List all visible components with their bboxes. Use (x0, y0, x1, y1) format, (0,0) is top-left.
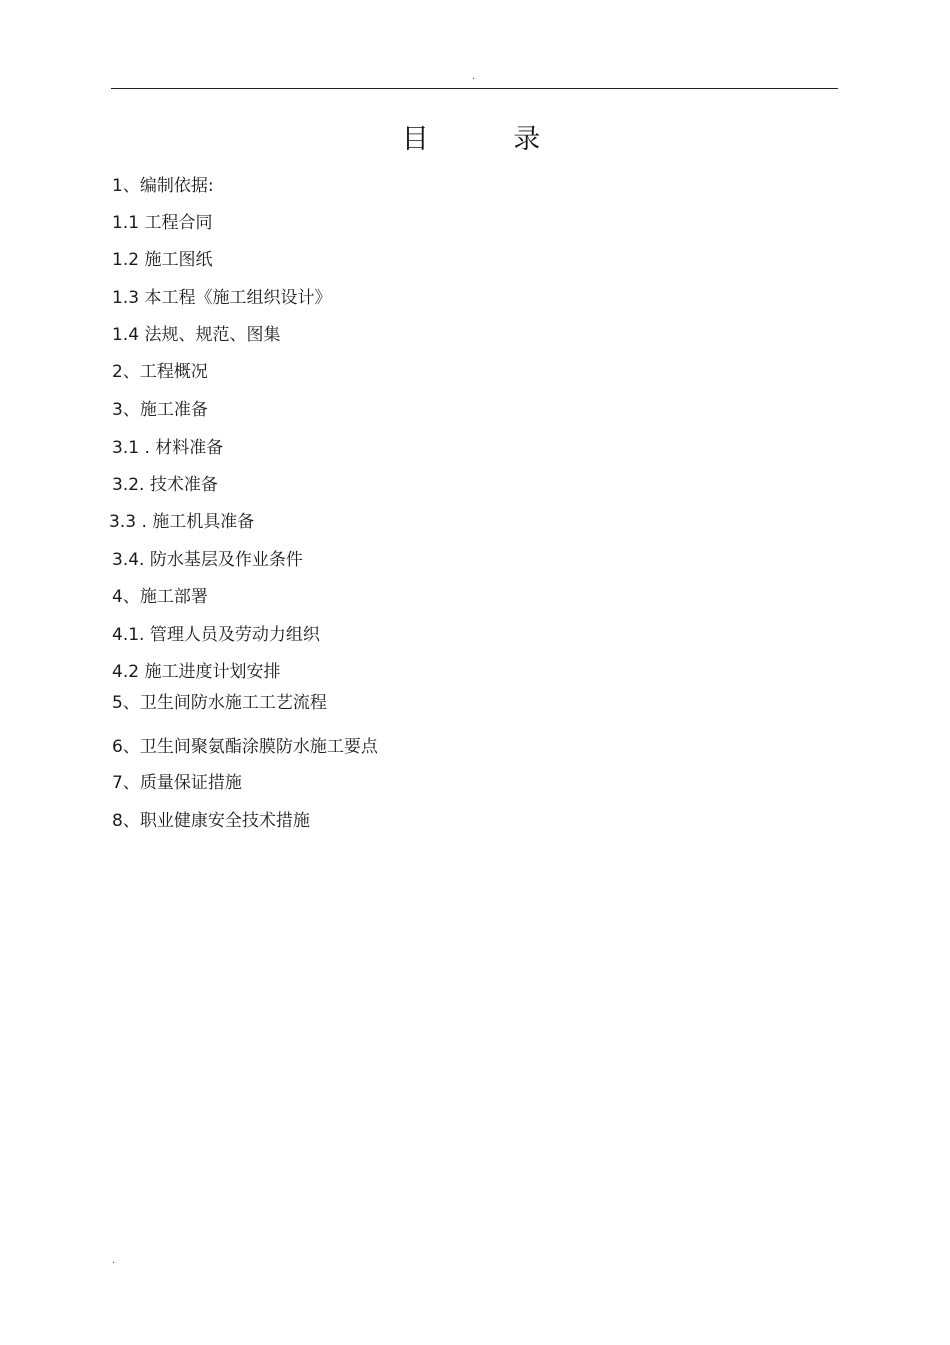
toc-item: 1.2 施工图纸 (112, 250, 213, 270)
footer-mark: . (112, 1255, 116, 1266)
page-title: 目 录 (401, 124, 579, 155)
toc-item: 3.1 . 材料准备 (112, 438, 224, 458)
toc-item: 2、工程概况 (112, 362, 208, 382)
toc-item: 1.1 工程合同 (112, 213, 213, 233)
toc-item: 3.4. 防水基层及作业条件 (112, 550, 303, 570)
toc-item: 1、编制依据: (112, 176, 214, 196)
toc-item: 4.2 施工进度计划安排 (112, 662, 281, 682)
toc-item: 4.1. 管理人员及劳动力组织 (112, 625, 320, 645)
toc-item: 1.3 本工程《施工组织设计》 (112, 288, 332, 308)
toc-item: 3.3 . 施工机具准备 (109, 512, 255, 532)
toc-item: 6、卫生间聚氨酯涂膜防水施工要点 (112, 737, 378, 757)
toc-item: 3.2. 技术准备 (112, 475, 218, 495)
toc-item: 5、卫生间防水施工工艺流程 (112, 693, 327, 713)
header-mark: . (472, 71, 476, 82)
header-rule (111, 88, 838, 89)
toc-item: 1.4 法规、规范、图集 (112, 325, 281, 345)
toc-item: 3、施工准备 (112, 400, 208, 420)
toc-item: 7、质量保证措施 (112, 773, 242, 793)
toc-item: 8、职业健康安全技术措施 (112, 811, 310, 831)
toc-item: 4、施工部署 (112, 587, 208, 607)
